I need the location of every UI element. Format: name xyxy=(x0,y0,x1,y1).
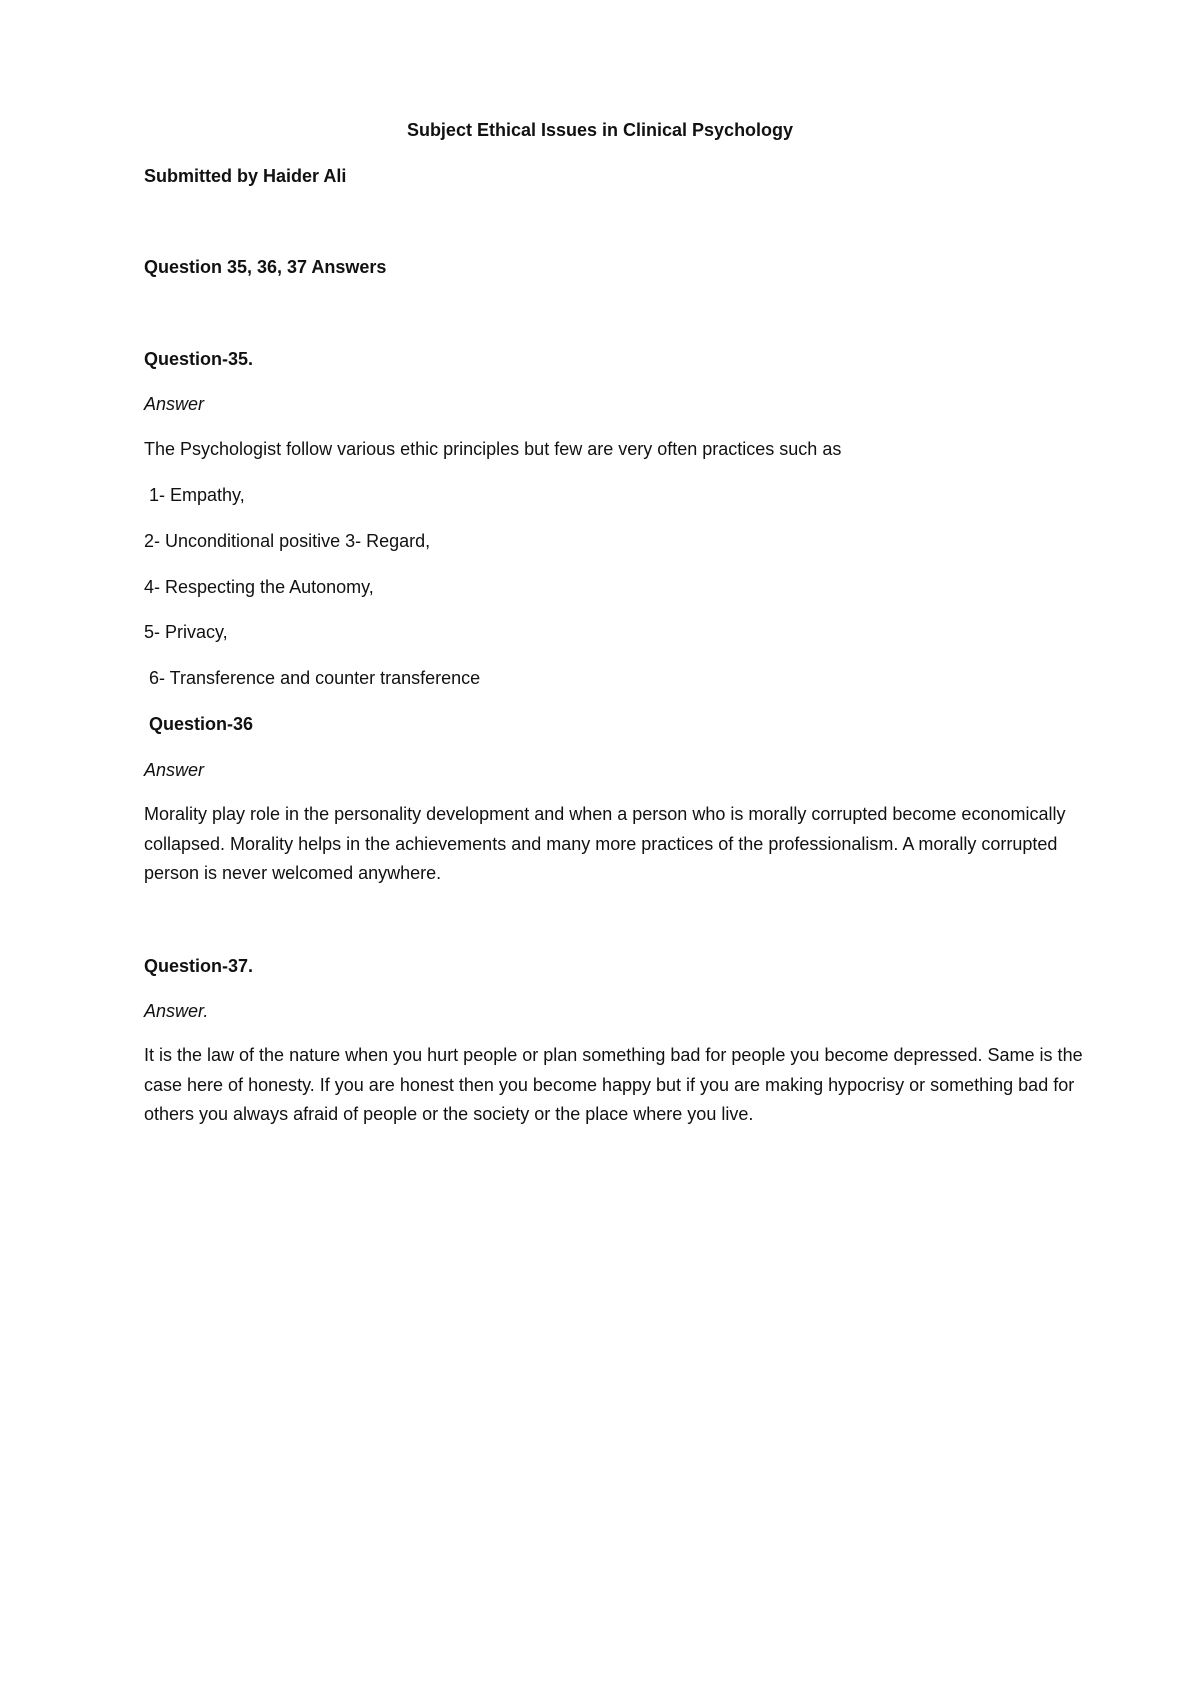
question-35-intro: The Psychologist follow various ethic principles but few are very often practices such as xyxy=(144,439,842,459)
question-36-answer-label: Answer xyxy=(144,760,205,780)
question-37-label: Question-37. xyxy=(144,956,254,976)
document-title: Subject Ethical Issues in Clinical Psychology xyxy=(406,120,794,140)
submitted-by: Submitted by Haider Ali xyxy=(144,166,347,186)
list-item: 5- Privacy, xyxy=(144,622,228,642)
question-35-answer-label: Answer xyxy=(144,394,205,414)
question-36-answer-text: Morality play role in the personality development and when a person who is morally corrupted become economically collapsed. Morality helps in the achievements and many more practices of the professionalism. A morally corrupted person is never welcomed anywhere. xyxy=(144,804,1066,883)
question-36-label: Question-36 xyxy=(144,714,254,734)
list-item: 6- Transference and counter transference xyxy=(144,668,481,688)
question-37-answer-label: Answer. xyxy=(144,1001,209,1021)
list-item: 2- Unconditional positive 3- Regard, xyxy=(144,531,431,551)
section-heading: Question 35, 36, 37 Answers xyxy=(144,257,387,277)
question-35-label: Question-35. xyxy=(144,349,254,369)
list-item: 4- Respecting the Autonomy, xyxy=(144,577,374,597)
list-item: 1- Empathy, xyxy=(144,485,245,505)
question-37-answer-text: It is the law of the nature when you hurt people or plan something bad for people you become depressed. Same is the case here of honesty. If you are honest then you become happy but if you are making hypocrisy or something bad for others you always afraid of people or the society or the place where you live. xyxy=(144,1045,1083,1124)
